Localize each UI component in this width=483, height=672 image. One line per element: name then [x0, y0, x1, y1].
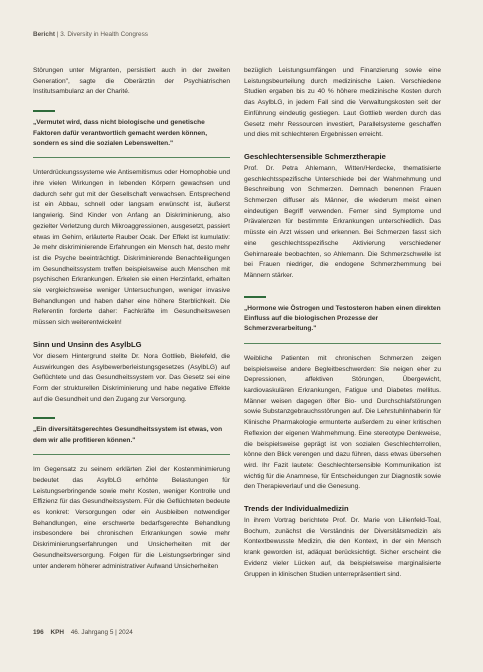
- section-heading-asylblg: Sinn und Unsinn des AsylbLG: [33, 339, 142, 349]
- issue-info: 46. Jahrgang 5 | 2024: [70, 629, 133, 636]
- right-paragraph-1: bezüglich Leistungsumfängen und Finanzierung sowie eine Leistungsbeurteilung durch medizinische Laien. Verschiedene Studien ergaben bis zu 40 % höhere medizinische Kosten durch das AsylbLG, in jedem Fall sind die Verwaltungskosten seit der Einführung eindeutig gestiegen. Laut Gottlieb werden durch das Gesetz mehr Ressourcen investiert, Parallelsysteme geschaffen und dies mit schlechteren Ergebnissen erreicht.: [244, 67, 441, 139]
- pull-quote-1: [33, 110, 230, 158]
- pull-quote-text: „Vermutet wird, dass nicht biologische und genetische Faktoren dafür verantwortlich gemacht werden können, sondern es sind die sozialen Lebenswelten.": [33, 119, 208, 147]
- left-column: [33, 66, 230, 572]
- running-header: [33, 31, 148, 38]
- quote-rule: [33, 157, 230, 158]
- left-paragraph-1: Störungen unter Migranten, persistiert auch in der zweiten Generation", sagte die Oberärztin der Psychiatrischen Institutsambulanz an der Charité.: [33, 67, 230, 96]
- section-heading-individualmedizin: Trends der Individualmedizin: [244, 504, 349, 514]
- right-paragraph-3: Weibliche Patienten mit chronischen Schmerzen zeigen beispielsweise andere Begleitbeschwerden: Sie neigen eher zu Depressionen, affektiven Störungen, Übergewicht, kardiovaskulären Erkrankungen, Fatigue und Diabetes mellitus. Männer weisen dagegen öfter Bio- und Durchschlafstörungen sowie Substanzgebrauchsstörungen auf. Die Lehrstuhlinhaberin für Klinische Pharmakologie ermunterte außerdem zu einer kritischen Reflexion der eigenen Wahrnehmung. Eine stereotype Denkweise, die beispielsweise geprägt ist von sozialen Geschlechterrollen, könne den Blick verengen und dazu führen, dass etwas übersehen wird. Ihr Fazit lautete: Geschlechtersensible Kommunikation ist wichtig für die Anamnese, für Entscheidungen zur Diagnostik sowie den Therapieverlauf und die Genesung.: [244, 354, 441, 491]
- right-paragraph-4: In ihrem Vortrag berichtete Prof. Dr. Marie von Lilienfeld-Toal, Bochum, zunächst die Verständnis der Diversitätsmedizin als Kontextbewusste Medizin, die den Kontext, in der ein Mensch krank geworden ist, adäquat berücksichtigt. Sicher erscheint die Evidenz vieler Lücken auf, da beispielsweise marginalisierte Gruppen in klinischen Studien unterrepräsentiert sind.: [244, 517, 441, 578]
- left-paragraph-2: Unterdrückungssysteme wie Antisemitismus oder Homophobie und ihre vielen Wirkungen in lebenden Körpern gewachsen und dadurch sehr gut mit der Gesellschaft verwachsen. Entsprechend ist ein Abbau, schnell oder langsam erwünscht ist, äußerst langwierig. Sind Kinder von Anfang an Diskriminierung, also gezielter Verletzung durch Mikroaggressionen, ausgesetzt, passiert etwas im Gehirn, erläuterte Rauber Ocak. Der Effekt ist kumulativ: Je mehr diskriminierende Erfahrungen ein Mensch hat, desto mehr ist die Psyche beeinträchtigt. Diskriminierende Benachteiligungen im Gesundheitssystem treffen beispielsweise auch Menschen mit psychischen Erkrankungen. Erkelen sie einen Herzinfarkt, erhalten sie vergleichsweise weniger Untersuchungen, weniger invasive Behandlungen und haben daher eine höhere Sterblichkeit. Die Referentin forderte daher: Fachkräfte im Gesundheitswesen müssen sich weiterentwickeln!: [33, 169, 230, 327]
- quote-accent-bar: [33, 110, 55, 112]
- header-title: | 3. Diversity in Health Congress: [56, 31, 148, 38]
- page-number: 196: [33, 629, 44, 636]
- pull-quote-2: [33, 417, 230, 455]
- pull-quote-text: „Ein diversitätsgerechtes Gesundheitssystem ist etwas, von dem wir alle profitieren können.": [33, 426, 223, 444]
- left-paragraph-3: Vor diesem Hintergrund stellte Dr. Nora Gottlieb, Bielefeld, die Auswirkungen des Asylbewerberleistungsgesetzes (AsylbLG) auf Geflüchtete und das Gesundheitssystem vor. Das Gesetz sei eine Form der strukturellen Diskriminierung und habe negative Effekte auf die Gesundheit und den Zugang zur Versorgung.: [33, 352, 230, 403]
- right-paragraph-2: Prof. Dr. Petra Ahlemann, Witten/Herdecke, thematisierte geschlechtsspezifische Unterschiede bei der Wahrnehmung und Beschreibung von Schmerzen. Demnach benennen Frauen Schmerzen diffuser als Männer, die wiederum meist einen eindeutigen Begriff verwenden. Ferner sind Symptome und Prävalenzen für bestimmte Erkrankungen unterschiedlich. Das müsste ein Arzt wissen und erkennen. Bei Schmerzen fasst sich eine geschlechtsspezifische Aktivierung verschiedener Gehirnareale beobachten, so Ahlemann. Die Schmerzschwelle ist bei Frauen niedriger, die endogene Schmerzhemmung bei Männern stärker.: [244, 164, 441, 279]
- quote-rule: [244, 343, 441, 344]
- left-paragraph-4: Im Gegensatz zu seinem erklärten Ziel der Kostenminimierung bedeutet das AsylbLG erhöhte Belastungen für Leistungserbringende sowie mehr Kosten, weniger Kontrolle und Effizienz für das Gesundheitssystem. Für die Geflüchteten bedeute es konkret: Versorgungen oder ein Ausbleiben notwendiger Behandlungen, eine erschwerte bedarfsgerechte Behandlung insbesondere bei chronischen Erkrankungen sowie mehr Diskriminierungserfahrungen und Unsicherheiten mit der Gesundheitsversorgung. Folgen für die Leistungserbringer sind unter anderem höherer administrativer Aufwand Unsicherheiten: [33, 466, 230, 570]
- quote-rule: [33, 454, 230, 455]
- pull-quote-text: „Hormone wie Östrogen und Testosteron haben einen direkten Einfluss auf die biologischen Prozesse der Schmerzverarbeitung.": [244, 304, 441, 333]
- quote-accent-bar: [244, 296, 266, 298]
- right-column: [244, 66, 441, 580]
- header-section: Bericht: [33, 31, 56, 38]
- quote-accent-bar: [33, 417, 55, 419]
- page-footer: [33, 629, 133, 636]
- section-heading-schmerztherapie: Geschlechtersensible Schmerztherapie: [244, 151, 386, 161]
- pull-quote-3: [244, 296, 441, 344]
- magazine-name: KPH: [50, 629, 64, 636]
